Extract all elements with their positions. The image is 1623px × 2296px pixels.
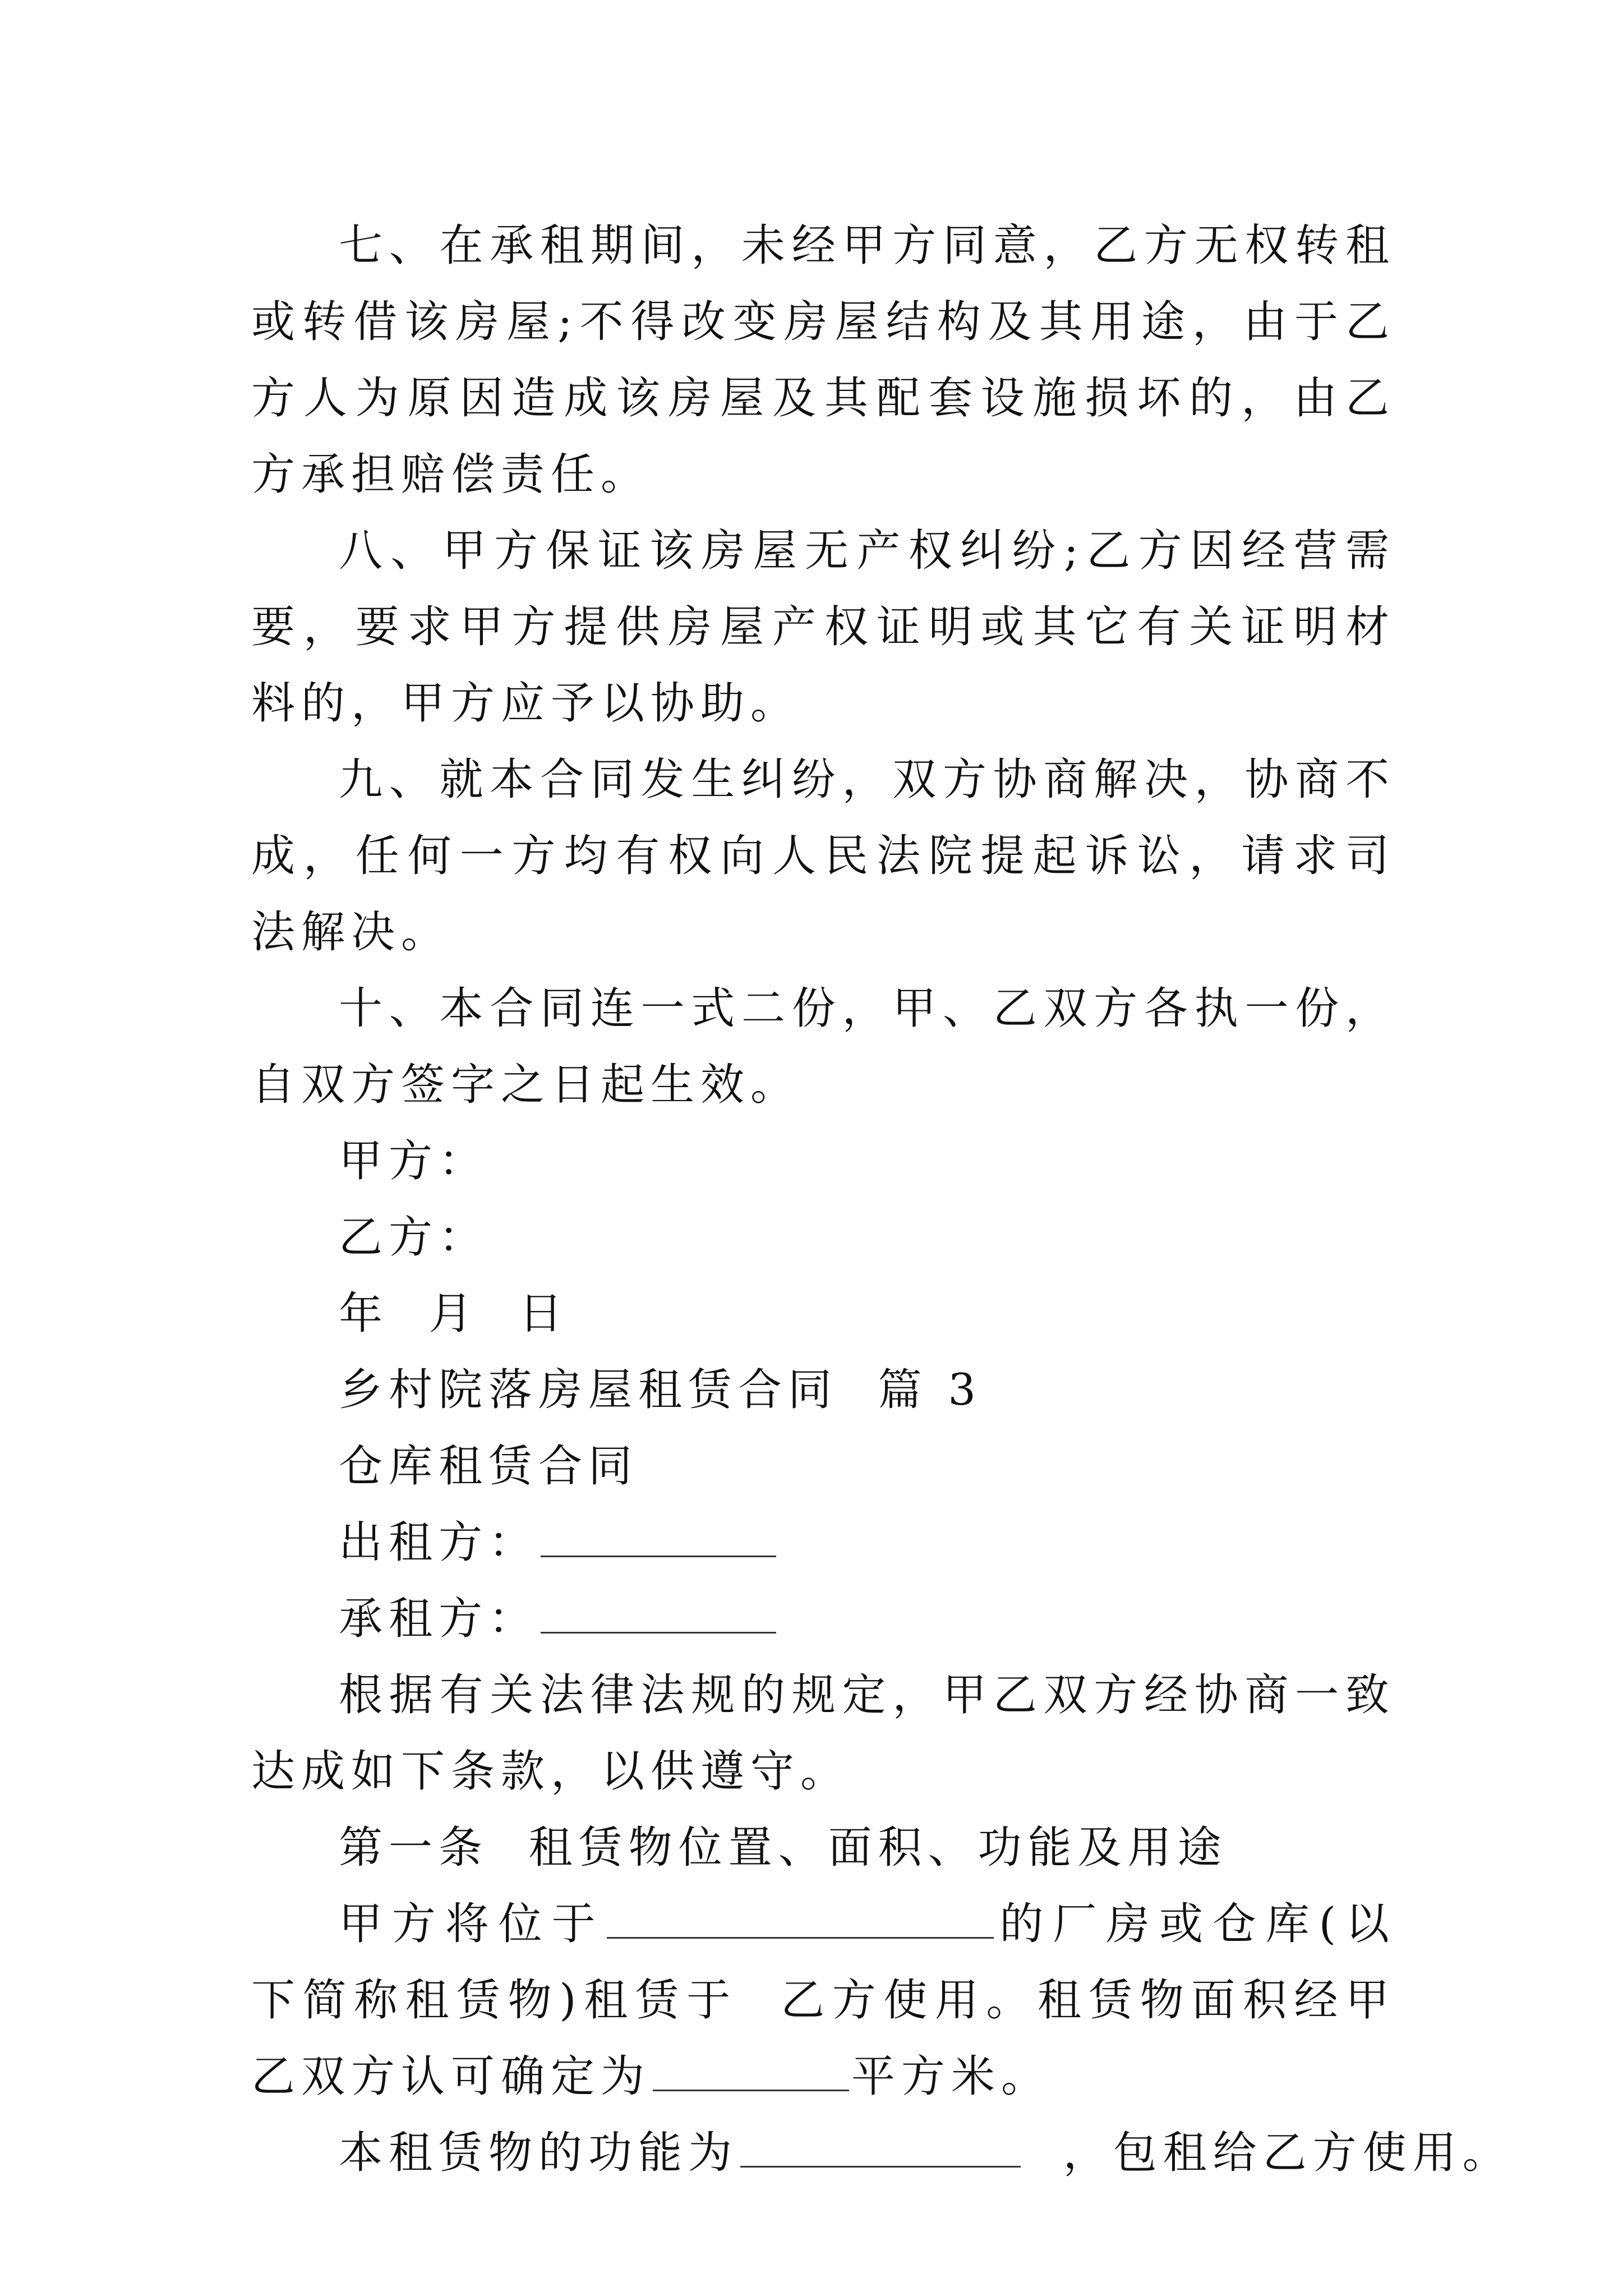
location-blank (607, 1902, 994, 1939)
clause-10: 十、本合同连一式二份，甲、乙双方各执一份，自双方签字之日起生效。 (251, 983, 1395, 1110)
lessee-blank (541, 1597, 776, 1634)
document-body (251, 208, 1513, 2191)
article-1-title: 第一条 租赁物位置、面积、功能及用途 (339, 1823, 1228, 1873)
article-1-lease-text: ，包租给乙方使用。 (1023, 2128, 1513, 2178)
article-1-text-a: 甲方将位于 (339, 1899, 605, 1949)
lessee-label: 承租方： (339, 1594, 539, 1644)
date-line: 年 月 日 (339, 1289, 569, 1339)
function-blank (740, 2131, 1021, 2168)
party-a-signature: 甲方： (339, 1136, 489, 1186)
article-1-text-c: 平方米。 (851, 2051, 1052, 2102)
contract-title: 仓库租赁合同 (339, 1441, 639, 1492)
lessor-blank (541, 1521, 776, 1557)
article-1-paragraph-1 (251, 1886, 1395, 2115)
lessor-label: 出租方： (339, 1517, 539, 1568)
article-1-function-text: 本租赁物的功能为 (339, 2128, 739, 2178)
preamble: 根据有关法律法规的规定，甲乙双方经协商一致达成如下条款，以供遵守。 (251, 1670, 1395, 1797)
article-1-paragraph-2 (251, 2115, 1513, 2191)
clause-8: 八、甲方保证该房屋无产权纠纷;乙方因经营需要，要求甲方提供房屋产权证明或其它有关证明材料的，甲方应予以协助。 (251, 526, 1395, 729)
area-blank (653, 2055, 849, 2091)
article-1-text-b: 的厂房或仓库(以下简称租赁物)租赁于 乙方使用。租赁物面积经甲乙双方认可确定为 (251, 1899, 1395, 2102)
party-b-signature: 乙方： (339, 1212, 489, 1263)
section-title: 乡村院落房屋租赁合同 篇 3 (339, 1365, 983, 1415)
lessee-line (251, 1581, 1395, 1657)
clause-9: 九、就本合同发生纠纷，双方协商解决，协商不成，任何一方均有权向人民法院提起诉讼，请求司法解决。 (251, 754, 1395, 958)
clause-7: 七、在承租期间，未经甲方同意，乙方无权转租或转借该房屋;不得改变房屋结构及其用途，由于乙方人为原因造成该房屋及其配套设施损坏的，由乙方承担赔偿责任。 (251, 220, 1395, 500)
lessor-line (251, 1504, 1395, 1581)
